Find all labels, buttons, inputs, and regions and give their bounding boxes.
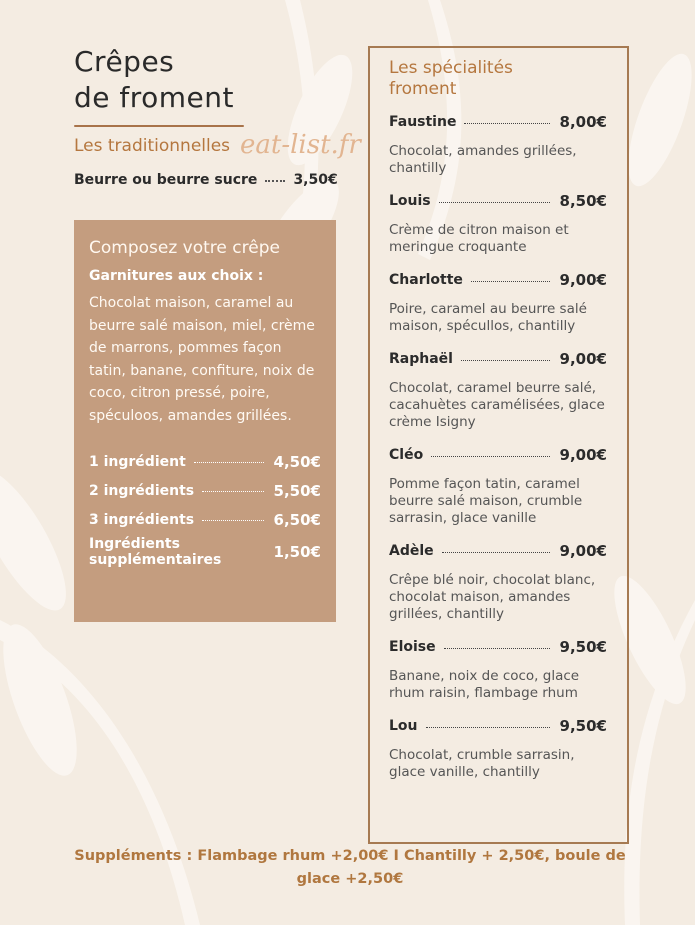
specialty-name: Raphaël [389,351,453,367]
specialty-price: 9,50€ [559,638,607,656]
specialty-item [389,270,607,335]
compose-option-label: 2 ingrédients [89,482,195,499]
dot-leader [194,462,264,463]
dot-leader [439,202,550,203]
dot-leader [431,456,549,457]
compose-panel [74,220,336,622]
specialty-name: Louis [389,193,431,209]
specialty-price: 9,00€ [559,446,607,464]
compose-option-label: Ingrédients supplémentaires [89,536,222,568]
specialty-price: 9,00€ [559,542,607,560]
dot-leader [265,180,285,182]
compose-option-row [89,536,321,568]
compose-option-price: 5,50€ [273,481,321,500]
compose-option-row [89,447,321,476]
specialty-description: Crêpe blé noir, chocolat blanc, chocolat maison, amandes grillées, chantilly [389,572,596,622]
specialty-description: Chocolat, crumble sarrasin, glace vanille, chantilly [389,747,575,780]
dot-leader [461,360,550,361]
compose-heading: Composez votre crêpe [89,238,280,258]
specialty-item [389,349,607,431]
traditional-item [74,172,338,188]
compose-option-row [89,505,321,534]
specialty-description: Chocolat, amandes grillées, chantilly [389,143,577,176]
dot-leader [444,648,550,649]
specialty-item [389,112,607,177]
specialty-description: Pomme façon tatin, caramel beurre salé maison, crumble sarrasin, glace vanille [389,476,583,526]
page-title-line-2: de froment [74,81,235,114]
specialties-heading [389,58,607,100]
dot-leader [442,552,550,553]
specialty-price: 9,00€ [559,271,607,289]
compose-option-label: 3 ingrédients [89,511,195,528]
specialties-heading-line-1: Les spécialités [389,58,513,78]
specialty-price: 9,00€ [559,350,607,368]
specialty-description: Banane, noix de coco, glace rhum raisin, flambage rhum [389,668,580,701]
specialty-name: Charlotte [389,272,463,288]
compose-description: Chocolat maison, caramel au beurre salé maison, miel, crème de marrons, pommes façon tatin, banane, confiture, noix de coco, citron pressé, poire, spéculoos, amandes grillées. [89,295,315,424]
dot-leader [464,123,549,124]
specialties-panel [368,46,629,844]
dot-leader [202,491,263,492]
specialty-description: Crème de citron maison et meringue croquante [389,222,569,255]
page-title [74,44,234,116]
specialty-name: Adèle [389,543,434,559]
dot-leader [471,281,550,282]
specialty-item [389,541,607,623]
traditional-item-name: Beurre ou beurre sucre [74,172,258,188]
compose-option-label: 1 ingrédient [89,453,186,470]
dot-leader [202,520,263,521]
specialty-name: Eloise [389,639,436,655]
specialty-price: 8,50€ [559,192,607,210]
traditional-heading: Les traditionnelles [74,136,231,156]
compose-option-price: 1,50€ [273,543,321,561]
compose-option-row [89,476,321,505]
specialty-item [389,191,607,256]
watermark: eat-list.fr [240,130,361,160]
title-underline-divider [74,125,244,127]
specialty-item [389,637,607,702]
specialty-description: Poire, caramel au beurre salé maison, spécullos, chantilly [389,301,587,334]
compose-option-price: 6,50€ [273,510,321,529]
compose-subheading: Garnitures aux choix : [89,268,264,284]
specialty-description: Chocolat, caramel beurre salé, cacahuètes caramélisées, glace crème Isigny [389,380,605,430]
specialty-item [389,445,607,527]
specialty-item [389,716,607,781]
specialty-price: 8,00€ [559,113,607,131]
supplements-note: Suppléments : Flambage rhum +2,00€ I Chantilly + 2,50€, boule de glace +2,50€ [74,848,626,887]
specialty-name: Lou [389,718,418,734]
compose-option-price: 4,50€ [273,452,321,471]
specialties-heading-line-2: froment [389,79,457,99]
specialty-name: Faustine [389,114,457,130]
specialty-price: 9,50€ [559,717,607,735]
specialty-name: Cléo [389,447,424,463]
page-title-line-1: Crêpes [74,45,175,78]
traditional-item-price: 3,50€ [293,172,338,188]
dot-leader [426,727,550,728]
